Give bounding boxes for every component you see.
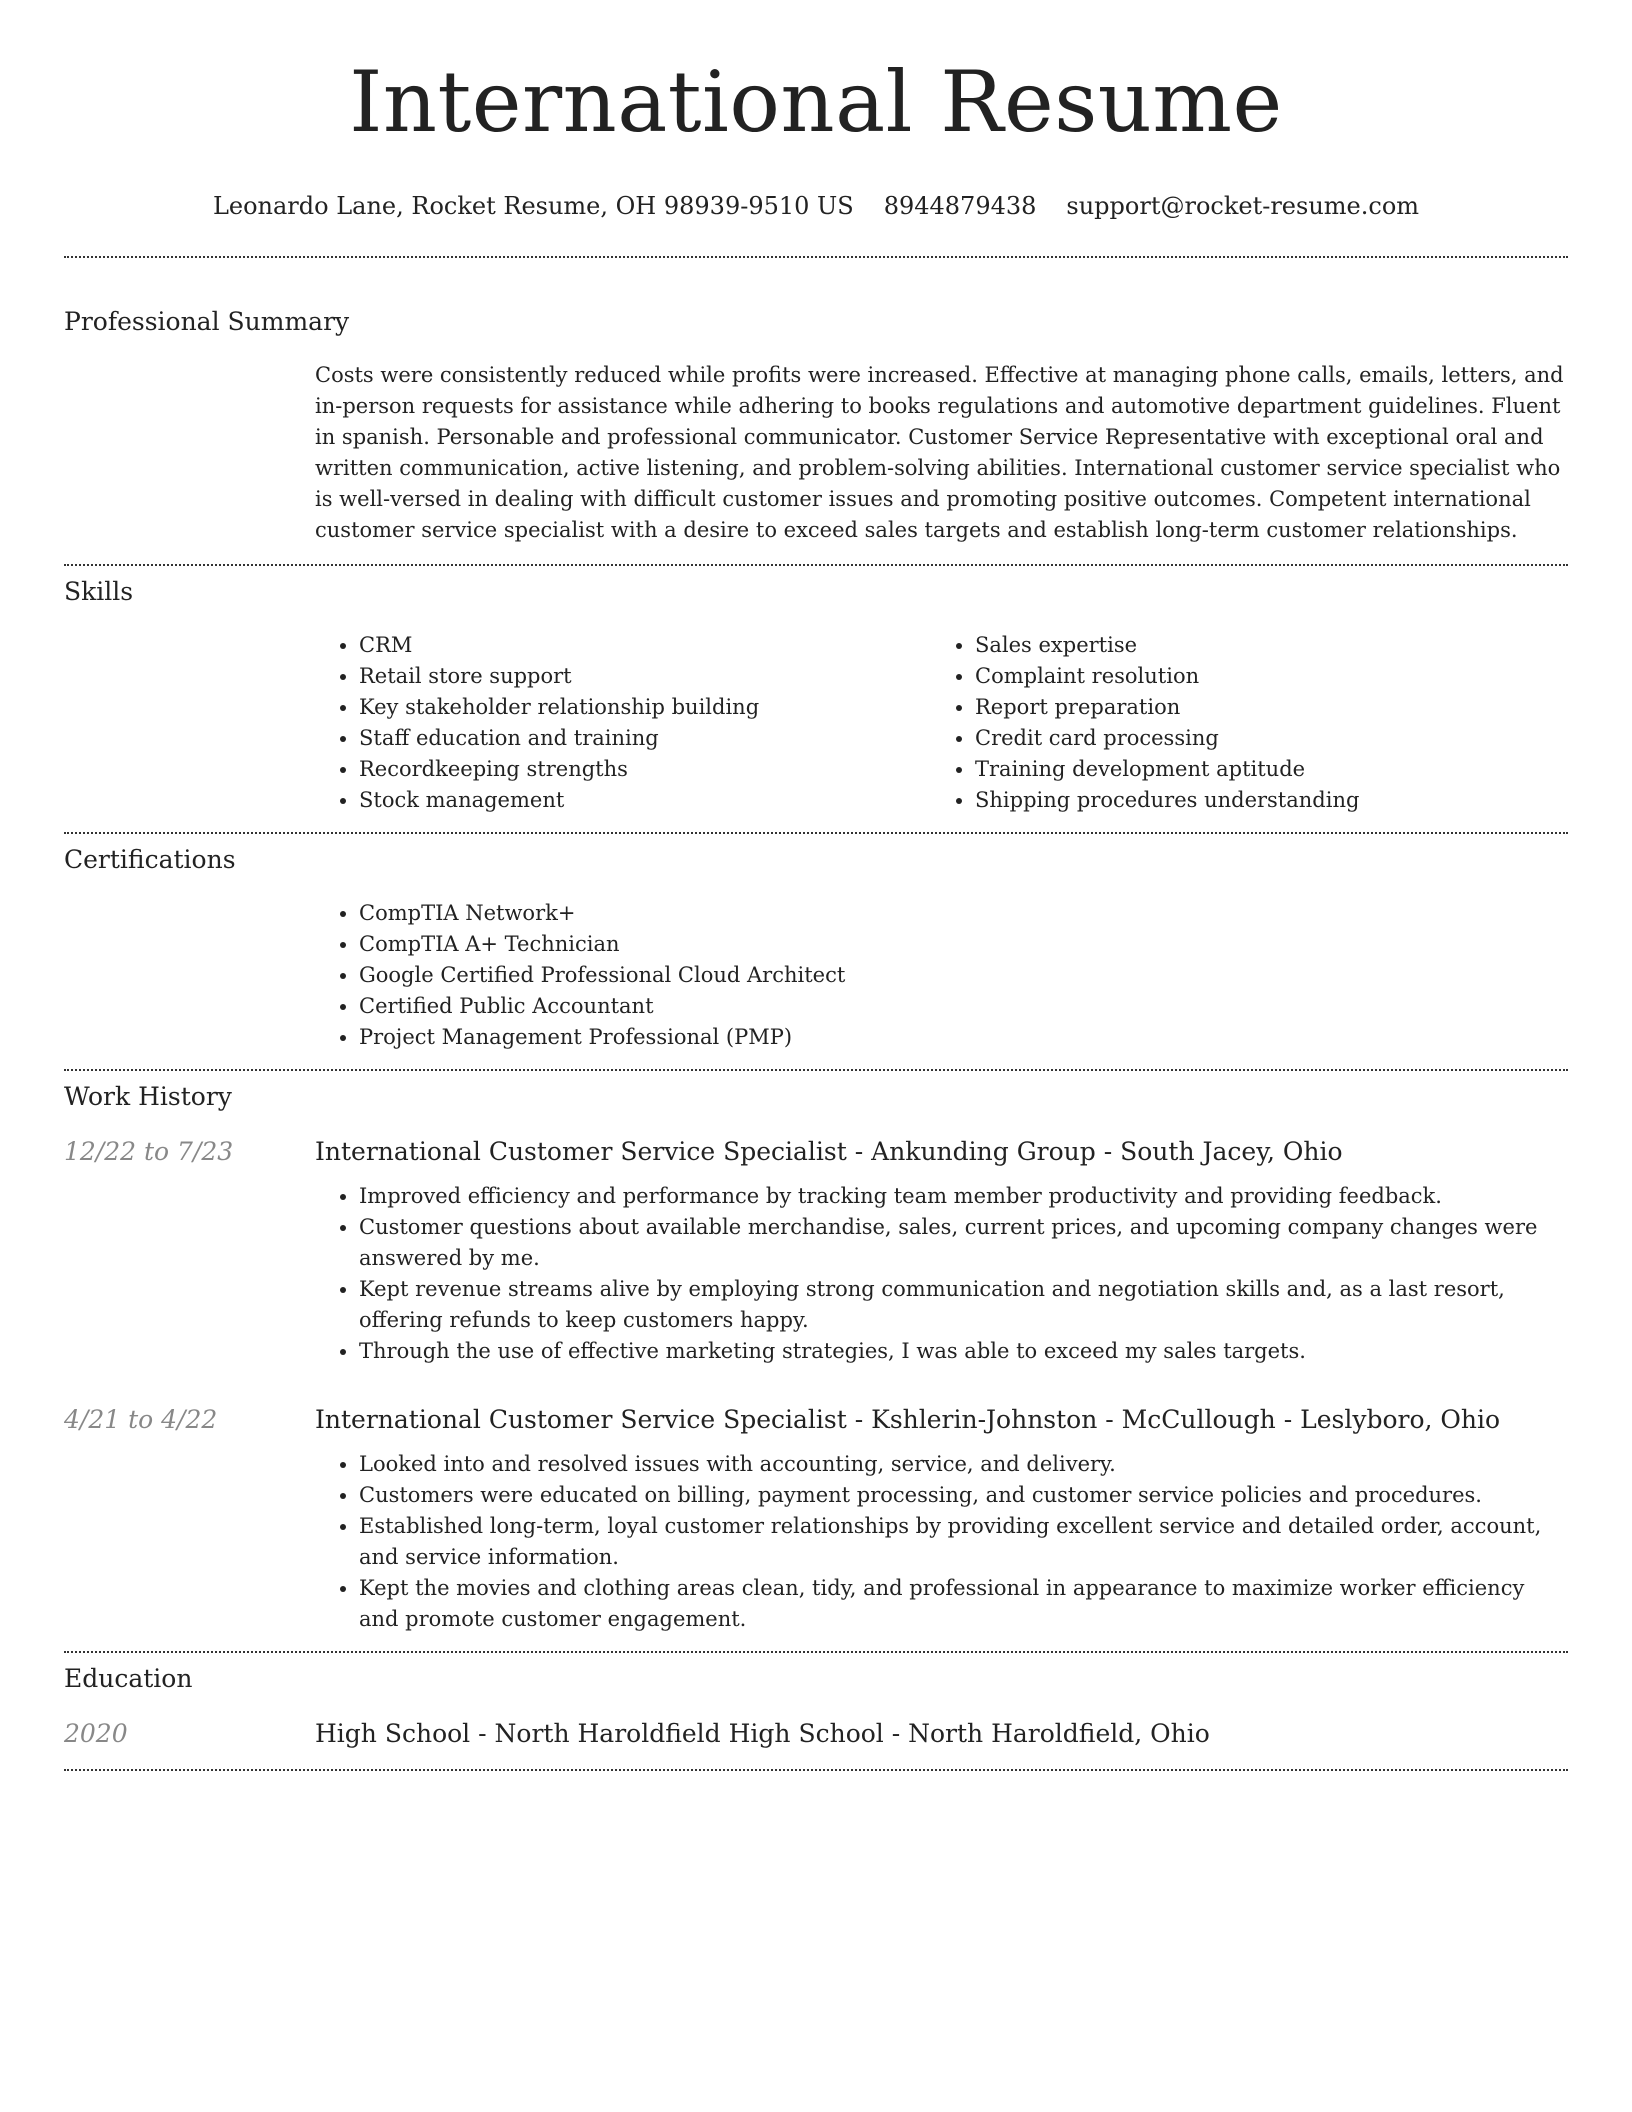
- contact-email: support@rocket-resume.com: [1066, 192, 1420, 220]
- contact-phone: 8944879438: [883, 192, 1037, 220]
- list-item: • Shipping procedures understanding: [975, 785, 1547, 816]
- job-dates: 4/21 to 4/22: [64, 1405, 218, 1434]
- education-divider: [64, 1769, 1568, 1771]
- education-entry: [64, 1717, 1568, 1769]
- summary-text: Costs were consistently reduced while profits were increased. Effective at managing phone calls, emails, letters, and in-person requests for assistance while adhering to books regulations and automotive department guidelines. Fluent in spanish. Personable and professional communicator. Customer Service Representative with exceptional oral and written communication, active listening, and problem-solving abilities. International customer service specialist who is well-versed in dealing with difficult customer issues and promoting positive outcomes. Competent international customer service specialist with a desire to exceed sales targets and establish long-term customer relationships.: [315, 363, 1564, 542]
- summary-body: [315, 360, 1568, 564]
- summary-section: [64, 258, 1568, 564]
- list-item: • CompTIA Network+: [359, 898, 1568, 929]
- list-item: • Established long-term, loyal customer relationships by providing excellent service and detailed order, account, and service information.: [359, 1511, 1568, 1573]
- skills-section: [64, 566, 1568, 832]
- list-item: • Key stakeholder relationship building: [359, 692, 931, 723]
- certifications-heading: Certifications: [64, 845, 236, 874]
- work-heading: Work History: [64, 1082, 232, 1111]
- job-title: International Customer Service Specialist - Ankunding Group - South Jacey, Ohio: [315, 1137, 1343, 1166]
- education-heading: Education: [64, 1664, 193, 1693]
- job-entry: [64, 1135, 1568, 1367]
- education-title: High School - North Haroldfield High School - North Haroldfield, Ohio: [315, 1719, 1210, 1748]
- contact-line: [64, 190, 1568, 222]
- job-title: International Customer Service Specialist - Kshlerin-Johnston - McCullough - Leslyboro, Ohio: [315, 1405, 1501, 1434]
- job-bullets: [315, 1449, 1568, 1635]
- list-item: • Looked into and resolved issues with accounting, service, and delivery.: [359, 1449, 1568, 1480]
- list-item: • Customers were educated on billing, payment processing, and customer service policies and procedures.: [359, 1480, 1568, 1511]
- certifications-list-wrap: [315, 898, 1568, 1069]
- skills-heading: Skills: [64, 577, 134, 606]
- list-item: • Stock management: [359, 785, 931, 816]
- skills-list-left: [315, 630, 931, 816]
- list-item: • Training development aptitude: [975, 754, 1547, 785]
- certifications-body: [315, 898, 1568, 1069]
- education-details: [315, 1717, 1568, 1751]
- certifications-section: [64, 834, 1568, 1069]
- list-item: • Certified Public Accountant: [359, 991, 1568, 1022]
- list-item: • Through the use of effective marketing strategies, I was able to exceed my sales targets.: [359, 1336, 1568, 1367]
- resume-title: International Resume: [349, 53, 1283, 151]
- skills-body: [315, 630, 1568, 832]
- job-details: [315, 1135, 1568, 1367]
- list-item: • CompTIA A+ Technician: [359, 929, 1568, 960]
- education-year: 2020: [64, 1719, 128, 1748]
- list-item: • Recordkeeping strengths: [359, 754, 931, 785]
- education-section: [64, 1653, 1568, 1769]
- job-dates: 12/22 to 7/23: [64, 1137, 234, 1166]
- certifications-list: [315, 898, 1568, 1053]
- list-item: • Complaint resolution: [975, 661, 1547, 692]
- list-item: • Project Management Professional (PMP): [359, 1022, 1568, 1053]
- list-item: • Kept the movies and clothing areas clean, tidy, and professional in appearance to maximize worker efficiency and promote customer engagement.: [359, 1573, 1568, 1635]
- job-entry: [64, 1403, 1568, 1635]
- skills-column-left: [315, 630, 931, 816]
- job-details: [315, 1403, 1568, 1635]
- work-section: [64, 1071, 1568, 1651]
- list-item: • Improved efficiency and performance by tracking team member productivity and providing feedback.: [359, 1181, 1568, 1212]
- list-item: • CRM: [359, 630, 931, 661]
- list-item: • Report preparation: [975, 692, 1547, 723]
- skills-column-right: [931, 630, 1547, 816]
- skills-list-right: [931, 630, 1547, 816]
- list-item: • Sales expertise: [975, 630, 1547, 661]
- skills-grid: [315, 630, 1568, 832]
- list-item: • Google Certified Professional Cloud Architect: [359, 960, 1568, 991]
- list-item: • Retail store support: [359, 661, 931, 692]
- list-item: • Staff education and training: [359, 723, 931, 754]
- summary-heading: Professional Summary: [64, 307, 350, 336]
- list-item: • Customer questions about available merchandise, sales, current prices, and upcoming company changes were answered by me.: [359, 1212, 1568, 1274]
- list-item: • Credit card processing: [975, 723, 1547, 754]
- job-bullets: [315, 1181, 1568, 1367]
- list-item: • Kept revenue streams alive by employing strong communication and negotiation skills and, as a last resort, offering refunds to keep customers happy.: [359, 1274, 1568, 1336]
- contact-address: Leonardo Lane, Rocket Resume, OH 98939-9510 US: [212, 192, 854, 220]
